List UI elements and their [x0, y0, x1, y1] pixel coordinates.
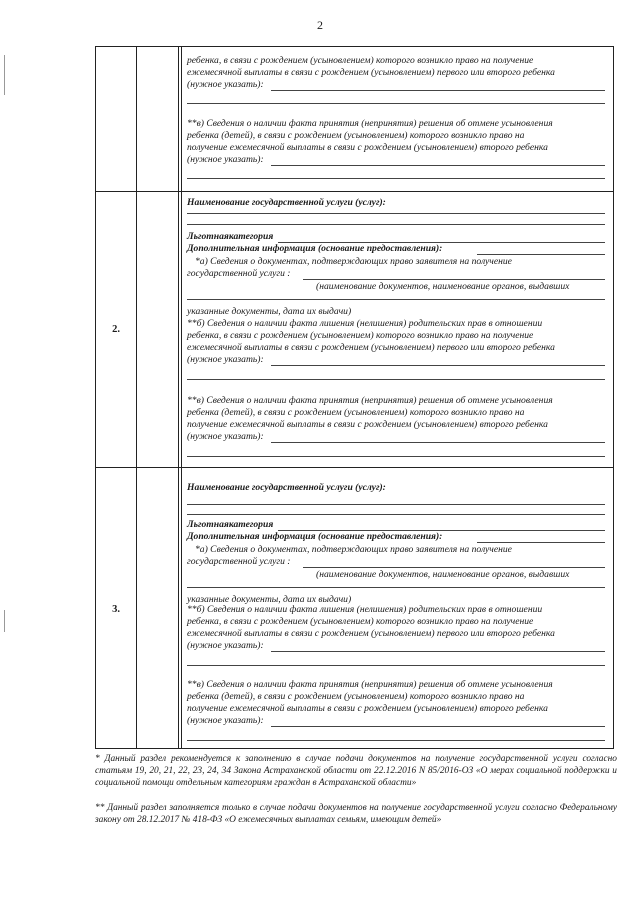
fill-line — [477, 542, 605, 543]
fill-line — [187, 103, 605, 104]
text-line: государственной услуги : — [187, 556, 291, 567]
table-border-right — [613, 46, 614, 748]
table-border-bottom — [95, 748, 614, 749]
fill-line — [187, 740, 605, 741]
fill-line — [187, 178, 605, 179]
hint-text: указанные документы, дата их выдачи) — [187, 306, 352, 317]
fill-line — [271, 365, 605, 366]
text-line: **б) Сведения о наличии факта лишения (нелишения) родительских прав в отношении — [187, 604, 543, 615]
table-border-top — [95, 46, 614, 47]
table-border-left — [95, 46, 96, 748]
fill-line — [271, 726, 605, 727]
text-line: **в) Сведения о наличии факта принятия (непринятия) решения об отмене усыновления — [187, 118, 553, 129]
page-number: 2 — [317, 18, 323, 32]
fill-line — [303, 567, 605, 568]
fill-line — [187, 665, 605, 666]
text-line: ежемесячной выплаты в связи с рождением (усыновлением) первого или второго ребенка — [187, 342, 555, 353]
text-line: ребенка (детей), в связи с рождением (усыновлением) которого возникло право на — [187, 407, 525, 418]
additional-info-label: Дополнительная информация (основание предоставления): — [187, 243, 443, 254]
text-line: *а) Сведения о документах, подтверждающих право заявителя на получение — [195, 544, 512, 555]
row-number: 2. — [112, 324, 120, 335]
additional-info-label: Дополнительная информация (основание предоставления): — [187, 531, 443, 542]
fill-line — [187, 379, 605, 380]
text-line: (нужное указать): — [187, 715, 264, 726]
row-divider — [95, 467, 614, 468]
fill-line — [271, 651, 605, 652]
text-line: получение ежемесячной выплаты в связи с рождением (усыновлением) второго ребенка — [187, 703, 548, 714]
text-line: ребенка, в связи с рождением (усыновлением) которого возникло право на получение — [187, 330, 534, 341]
text-line: (нужное указать): — [187, 154, 264, 165]
hint-text: (наименование документов, наименование органов, выдавших — [316, 281, 570, 292]
hint-text: (наименование документов, наименование органов, выдавших — [316, 569, 570, 580]
service-title: Наименование государственной услуги (услуг): — [187, 197, 386, 208]
text-line: **в) Сведения о наличии факта принятия (непринятия) решения об отмене усыновления — [187, 395, 553, 406]
text-line: ежемесячной выплаты в связи с рождением (усыновлением) первого или второго ребенка — [187, 628, 555, 639]
fill-line — [271, 442, 605, 443]
text-line: **б) Сведения о наличии факта лишения (нелишения) родительских прав в отношении — [187, 318, 543, 329]
fill-line — [187, 456, 605, 457]
row-divider — [95, 191, 614, 192]
fill-line — [187, 504, 605, 505]
fill-line — [187, 587, 605, 588]
text-line: ребенка (детей), в связи с рождением (усыновлением) которого возникло право на — [187, 691, 525, 702]
fill-line — [271, 165, 605, 166]
fill-line — [271, 90, 605, 91]
table-border-col2 — [178, 46, 179, 748]
text-line: **в) Сведения о наличии факта принятия (непринятия) решения об отмене усыновления — [187, 679, 553, 690]
left-margin-mark — [4, 610, 5, 632]
text-line: получение ежемесячной выплаты в связи с рождением (усыновлением) второго ребенка — [187, 142, 548, 153]
footnote: * Данный раздел рекомендуется к заполнению в случае подачи документов на получение государственной услуги согласно статьям 19, 20, 21, 22, 23, 24, 34 Закона Астраханской области от 22.12.2016 N 85/2016-ОЗ «О мерах социальной поддержки и социальной помощи отдельным категориям граждан в Астраханской области» — [95, 754, 617, 788]
hint-text: указанные документы, дата их выдачи) — [187, 594, 352, 605]
text-line: (нужное указать): — [187, 640, 264, 651]
row-number: 3. — [112, 604, 120, 615]
footnote: ** Данный раздел заполняется только в случае подачи документов на получение государственной услуги согласно Федеральному закону от 28.12.2017 № 418-ФЗ «О ежемесячных выплатах семьям, имеющим детей» — [95, 803, 617, 825]
text-line: ребенка, в связи с рождением (усыновлением) которого возникло право на получение — [187, 55, 534, 66]
text-line: (нужное указать): — [187, 79, 264, 90]
table-border-col2b — [181, 46, 182, 748]
service-title: Наименование государственной услуги (услуг): — [187, 482, 386, 493]
fill-line — [187, 224, 605, 225]
left-margin-mark — [4, 55, 5, 95]
fill-line — [187, 299, 605, 300]
fill-line — [477, 254, 605, 255]
text-line: ребенка, в связи с рождением (усыновлением) которого возникло право на получение — [187, 616, 534, 627]
fill-line — [303, 279, 605, 280]
text-line: *а) Сведения о документах, подтверждающих право заявителя на получение — [195, 256, 512, 267]
table-border-col1 — [136, 46, 137, 748]
text-line: получение ежемесячной выплаты в связи с рождением (усыновлением) второго ребенка — [187, 419, 548, 430]
text-line: ежемесячной выплаты в связи с рождением (усыновлением) первого или второго ребенка — [187, 67, 555, 78]
text-line: государственной услуги : — [187, 268, 291, 279]
text-line: (нужное указать): — [187, 354, 264, 365]
text-line: (нужное указать): — [187, 431, 264, 442]
category-label: Льготнаякатегория — [187, 231, 274, 242]
fill-line — [187, 213, 605, 214]
category-label: Льготнаякатегория — [187, 519, 274, 530]
fill-line — [187, 514, 605, 515]
text-line: ребенка (детей), в связи с рождением (усыновлением) которого возникло право на — [187, 130, 525, 141]
